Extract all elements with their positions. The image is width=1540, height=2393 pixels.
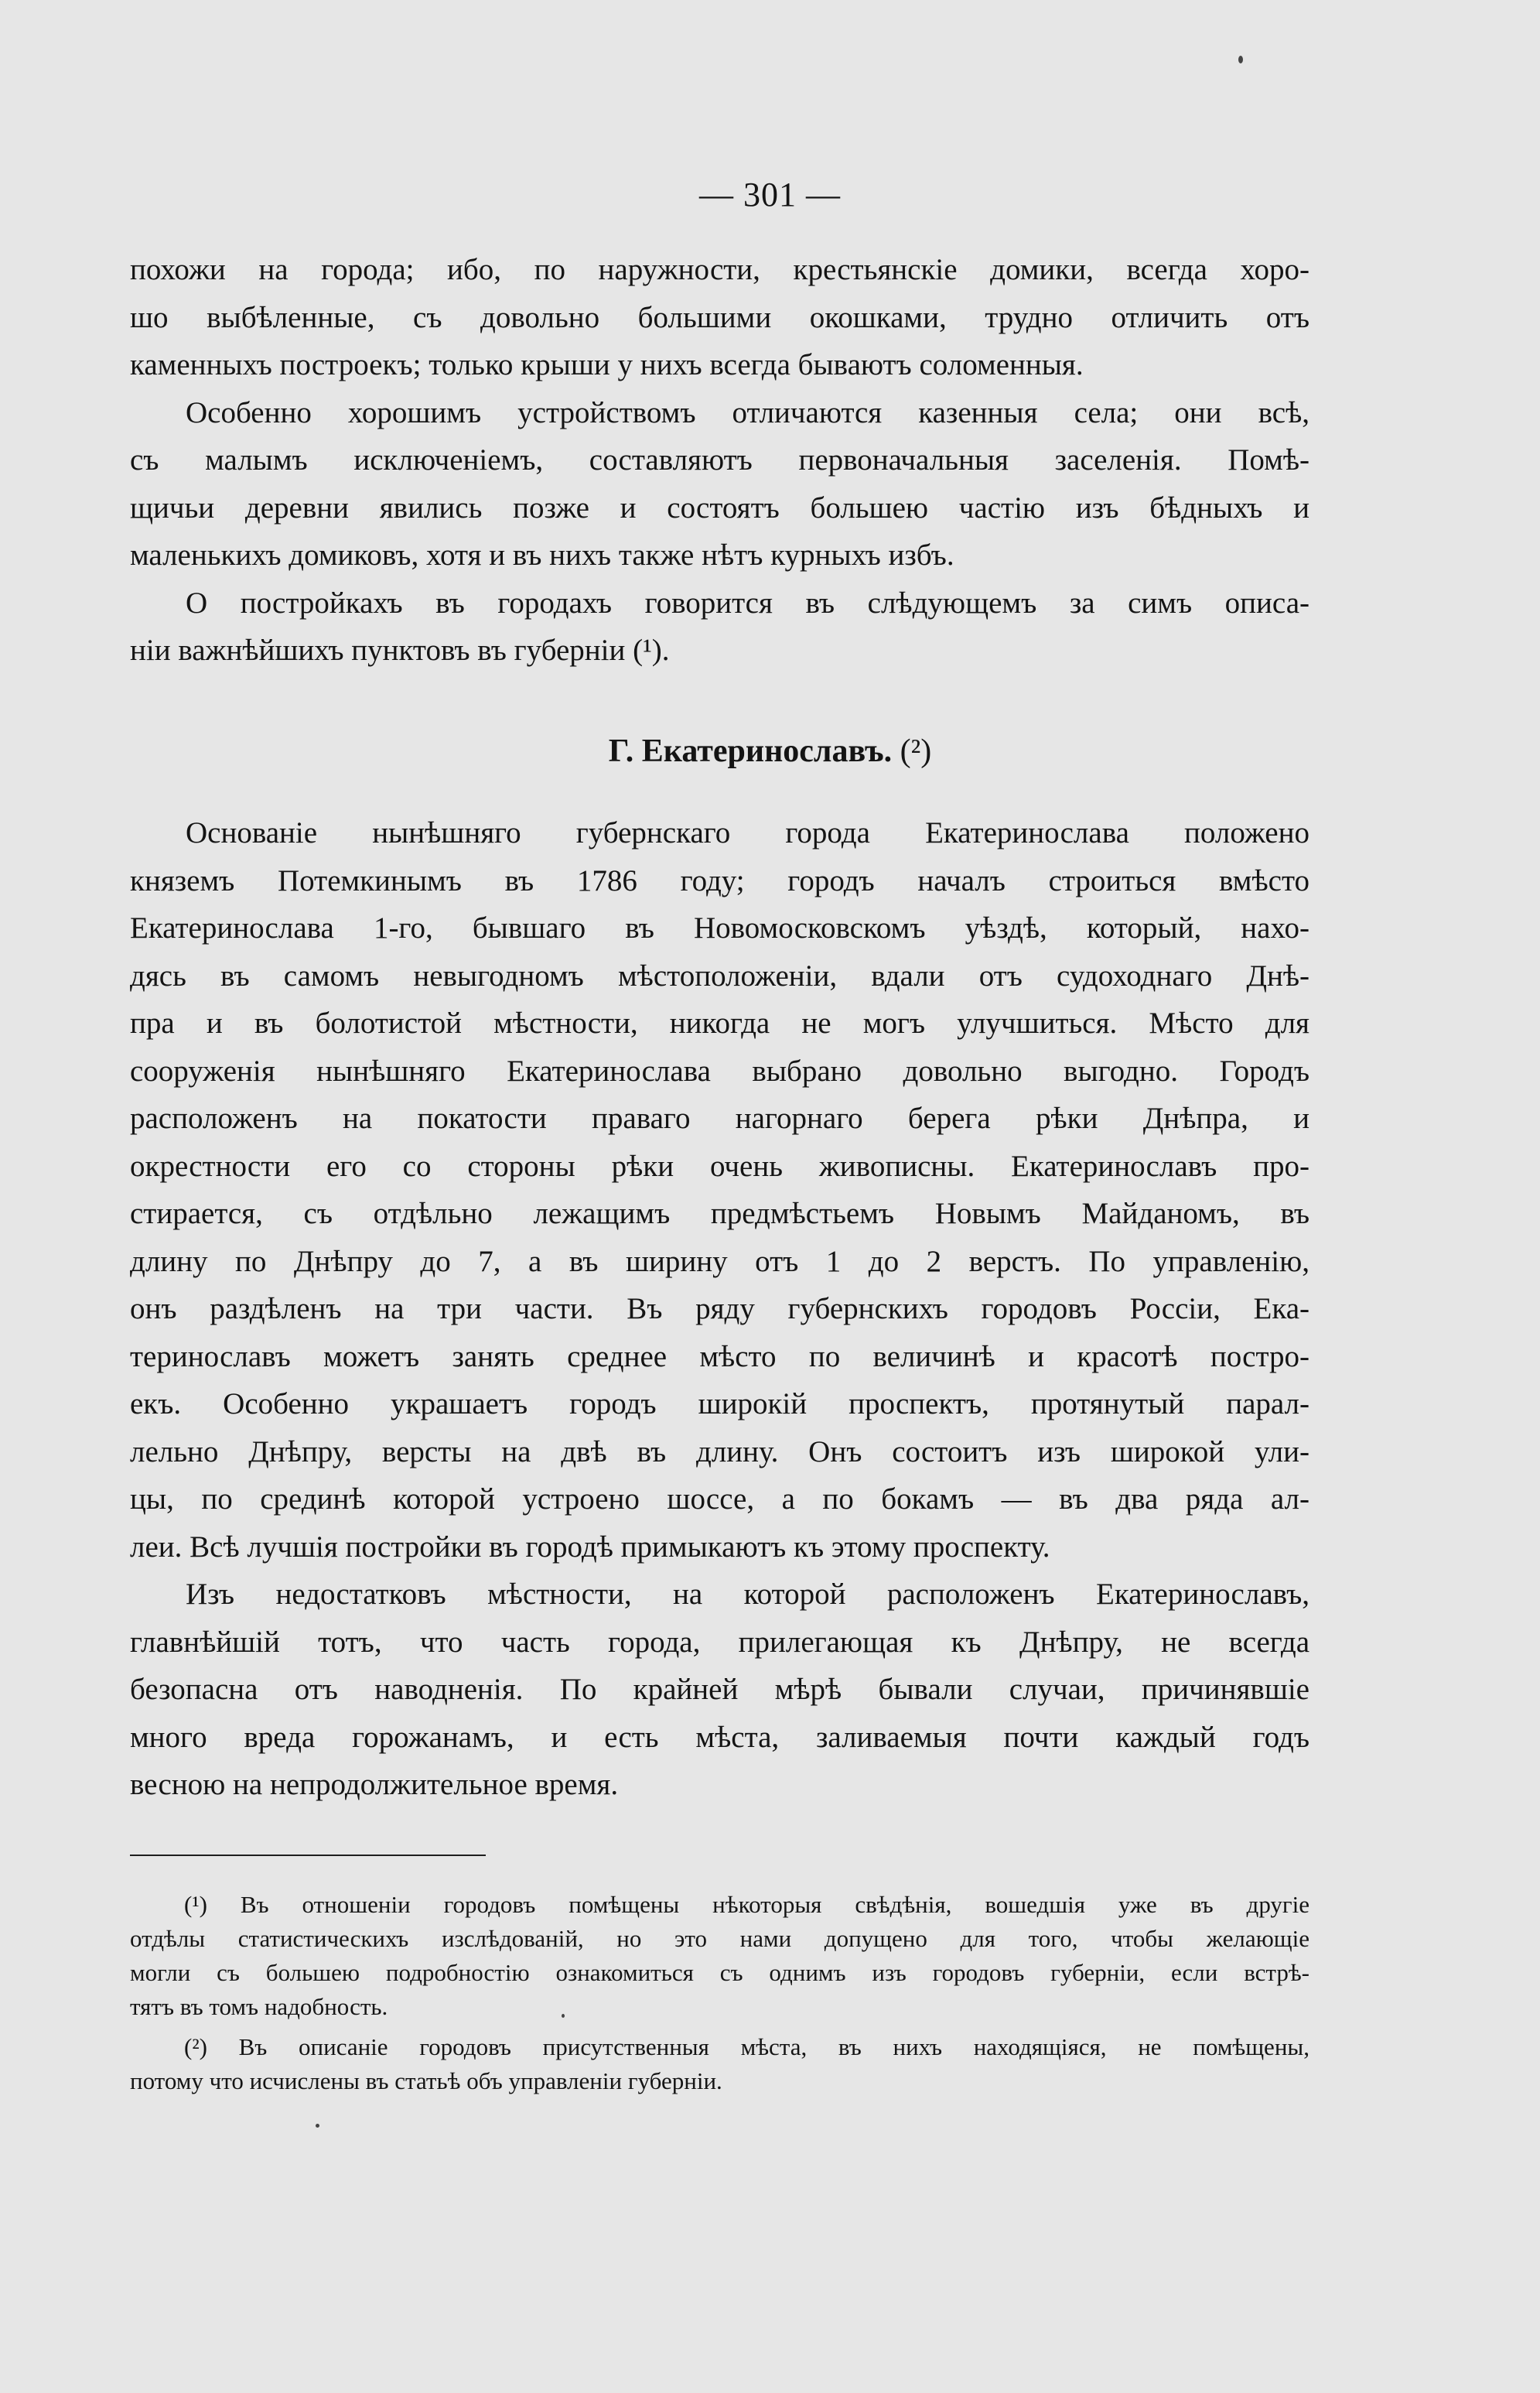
scan-speck	[562, 2014, 565, 2018]
scan-speck	[316, 2124, 319, 2128]
section-2-body	[130, 809, 1310, 1809]
text-line: главнѣйшій тотъ, что часть города, прилегающая къ Днѣпру, не всегда	[130, 1625, 1310, 1659]
text-line: весною на непродолжительное время.	[130, 1768, 619, 1801]
paragraph	[130, 246, 1310, 389]
paragraph	[130, 389, 1310, 579]
text-line: съ малымъ исключеніемъ, составляютъ первоначальныя заселенія. Помѣ-	[130, 443, 1310, 477]
section-1-body	[130, 246, 1310, 675]
section-heading	[0, 733, 1540, 770]
scan-speck	[1238, 56, 1243, 63]
paragraph	[130, 809, 1310, 1571]
text-line: Изъ недостатковъ мѣстности, на которой расположенъ Екатеринославъ,	[186, 1578, 1310, 1611]
text-line: О постройкахъ въ городахъ говорится въ слѣдующемъ за симъ описа-	[186, 586, 1310, 620]
text-line: лельно Днѣпру, версты на двѣ въ длину. Онъ состоитъ изъ широкой ули-	[130, 1434, 1310, 1468]
section-heading-title: Г. Екатеринославъ.	[608, 733, 893, 769]
text-line: Екатеринослава 1-го, бывшаго въ Новомосковскомъ уѣздѣ, который, нахо-	[130, 911, 1310, 945]
footnote-line: тятъ въ томъ надобность.	[130, 1993, 388, 2020]
text-line: цы, по срединѣ которой устроено шоссе, а по бокамъ — въ два ряда ал-	[130, 1482, 1310, 1516]
footnote-line: (²) Въ описаніе городовъ присутственныя мѣста, въ нихъ находящіяся, не помѣщены,	[184, 2033, 1310, 2060]
footnote-reference: (²)	[900, 733, 932, 769]
text-line: онъ раздѣленъ на три части. Въ ряду губернскихъ городовъ Россіи, Ека-	[130, 1292, 1310, 1325]
footnote-separator	[130, 1855, 486, 1856]
footnote-line: (¹) Въ отношеніи городовъ помѣщены нѣкоторыя свѣдѣнія, вошедшія уже въ другіе	[184, 1891, 1310, 1918]
text-line: Особенно хорошимъ устройствомъ отличаются казенныя села; они всѣ,	[186, 395, 1310, 429]
text-line: княземъ Потемкинымъ въ 1786 году; городъ началъ строиться вмѣсто	[130, 863, 1310, 897]
text-line: длину по Днѣпру до 7, а въ ширину отъ 1 до 2 верстъ. По управленію,	[130, 1244, 1310, 1278]
page-number: — 301 —	[699, 176, 841, 214]
text-line: маленькихъ домиковъ, хотя и въ нихъ также нѣтъ курныхъ избъ.	[130, 538, 954, 572]
footnote	[130, 2030, 1310, 2098]
footnote-line: могли съ большею подробностію ознакомиться съ однимъ изъ городовъ губерніи, если встрѣ-	[130, 1959, 1310, 1986]
text-line: леи. Всѣ лучшія постройки въ городѣ примыкаютъ къ этому проспекту.	[130, 1530, 1050, 1564]
footnote-line: потому что исчислены въ статьѣ объ управленіи губерніи.	[130, 2067, 722, 2094]
paragraph	[130, 1571, 1310, 1809]
text-line: щичьи деревни явились позже и состоятъ большею частію изъ бѣдныхъ и	[130, 491, 1310, 525]
text-line: похожи на города; ибо, по наружности, крестьянскіе домики, всегда хоро-	[130, 253, 1310, 286]
paragraph	[130, 579, 1310, 675]
text-line: дясь въ самомъ невыгодномъ мѣстоположеніи, вдали отъ судоходнаго Днѣ-	[130, 959, 1310, 993]
text-line: сооруженія нынѣшняго Екатеринослава выбрано довольно выгодно. Городъ	[130, 1054, 1310, 1088]
text-line: Основаніе нынѣшняго губернскаго города Екатеринослава положено	[186, 816, 1310, 850]
text-line: каменныхъ построекъ; только крыши у нихъ всегда бываютъ соломенныя.	[130, 348, 1084, 381]
text-line: много вреда горожанамъ, и есть мѣста, заливаемыя почти каждый годъ	[130, 1720, 1310, 1754]
footnote-line: отдѣлы статистическихъ изслѣдованій, но это нами допущено для того, чтобы желающіе	[130, 1925, 1310, 1952]
text-line: ніи важнѣйшихъ пунктовъ въ губерніи (¹).	[130, 634, 670, 667]
text-line: безопасна отъ наводненія. По крайней мѣрѣ бывали случаи, причинявшіе	[130, 1673, 1310, 1706]
text-line: теринославъ можетъ занять среднее мѣсто по величинѣ и красотѣ постро-	[130, 1339, 1310, 1373]
text-line: пра и въ болотистой мѣстности, никогда не могъ улучшиться. Мѣсто для	[130, 1007, 1310, 1040]
text-line: шо выбѣленные, съ довольно большими окошками, трудно отличить отъ	[130, 300, 1310, 334]
text-line: стирается, съ отдѣльно лежащимъ предмѣстьемъ Новымъ Майданомъ, въ	[130, 1197, 1310, 1230]
text-line: расположенъ на покатости праваго нагорнаго берега рѣки Днѣпра, и	[130, 1102, 1310, 1135]
footnotes	[130, 1888, 1310, 2098]
text-line: екъ. Особенно украшаетъ городъ широкій проспектъ, протянутый парал-	[130, 1387, 1310, 1420]
footnote	[130, 1888, 1310, 2024]
text-line: окрестности его со стороны рѣки очень живописны. Екатеринославъ про-	[130, 1149, 1310, 1183]
